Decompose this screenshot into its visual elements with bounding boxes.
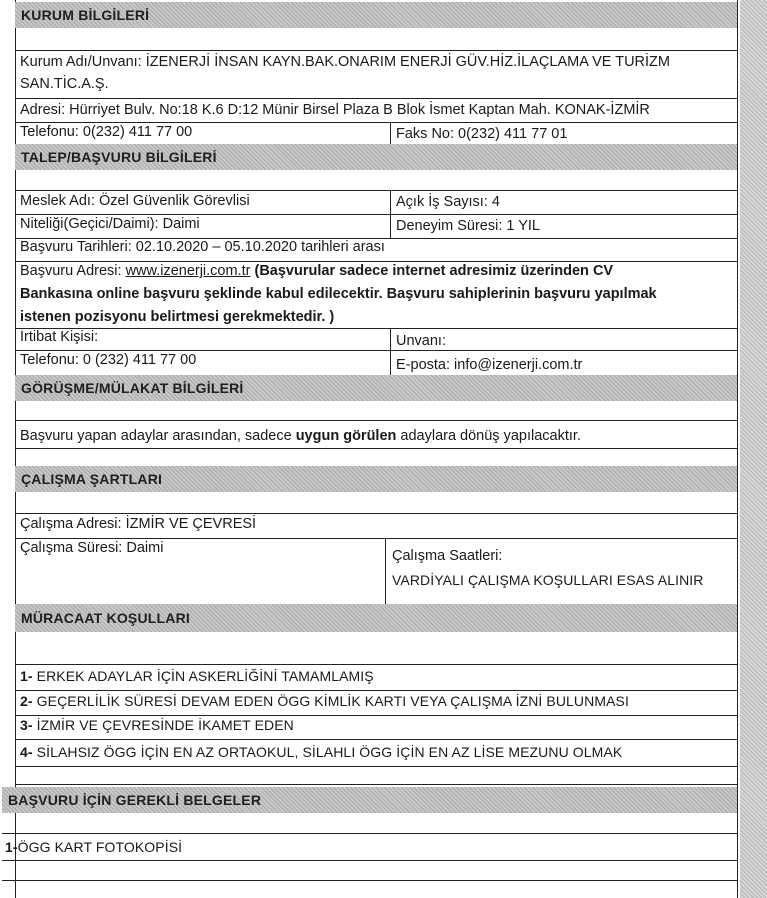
- divider: [15, 328, 737, 329]
- divider: [15, 766, 737, 767]
- talep-adres-line3: istenen pozisyonu belirtmesi gerekmektedir. ): [20, 309, 335, 325]
- item-number: 1-: [5, 839, 18, 855]
- talep-meslek: Meslek Adı: Özel Güvenlik Görevlisi: [20, 193, 250, 209]
- divider: [15, 420, 737, 421]
- item-text: ÖGG KART FOTOKOPİSİ: [17, 839, 183, 855]
- divider: [15, 664, 737, 665]
- divider: [15, 538, 737, 539]
- belgeler-item-1: [5, 839, 182, 855]
- item-text: ERKEK ADAYLAR İÇİN ASKERLİĞİNİ TAMAMLAMIŞ: [32, 668, 374, 684]
- section-header-gorusme: GÖRÜŞME/MÜLAKAT BİLGİLERİ: [15, 375, 737, 401]
- divider: [15, 50, 737, 51]
- talep-tarih: Başvuru Tarihleri: 02.10.2020 – 05.10.2020 tarihleri arası: [20, 239, 385, 255]
- divider: [15, 448, 737, 449]
- talep-unvani: Unvanı:: [396, 333, 446, 349]
- talep-deneyim: Deneyim Süresi: 1 YIL: [396, 218, 540, 234]
- muracaat-item-2: [20, 693, 629, 709]
- talep-telefon: Telefonu: 0 (232) 411 77 00: [20, 352, 197, 368]
- right-border-line: [737, 0, 738, 898]
- divider: [15, 190, 737, 191]
- divider: [15, 513, 737, 514]
- calisma-saatler-label: Çalışma Saatleri:: [392, 548, 503, 564]
- divider: [15, 715, 737, 716]
- gorusme-text: [20, 428, 581, 444]
- kurum-faks: Faks No: 0(232) 411 77 01: [396, 126, 568, 142]
- section-header-talep: TALEP/BAŞVURU BİLGİLERİ: [15, 144, 737, 170]
- item-text: İZMİR VE ÇEVRESİNDE İKAMET EDEN: [32, 717, 294, 733]
- talep-irtibat: İrtibat Kişisi:: [20, 329, 99, 345]
- talep-eposta: E-posta: info@izenerji.com.tr: [396, 357, 583, 373]
- divider: [2, 833, 737, 834]
- divider: [2, 880, 737, 881]
- website-link[interactable]: www.izenerji.com.tr: [125, 263, 251, 279]
- talep-niteligi: Niteliği(Geçici/Daimi): Daimi: [20, 216, 200, 232]
- muracaat-item-4: [20, 744, 622, 760]
- item-number: 1-: [20, 668, 33, 684]
- talep-adres-line1: [20, 263, 613, 279]
- section-header-belgeler: BAŞVURU İÇİN GEREKLİ BELGELER: [2, 787, 737, 813]
- talep-adres-line2: Bankasına online başvuru şeklinde kabul edilecektir. Başvuru sahiplerinin başvuru yapılmak: [20, 286, 657, 302]
- divider: [15, 739, 737, 740]
- scan-edge: [740, 0, 767, 898]
- item-number: 2-: [20, 693, 33, 709]
- left-border-line: [15, 0, 16, 898]
- kurum-adi-line2: SAN.TİC.A.Ş.: [20, 76, 109, 92]
- item-number: 3-: [20, 717, 33, 733]
- basvuru-note-1: (Başvurular sadece internet adresimiz üzerinden CV: [250, 263, 614, 279]
- divider: [15, 690, 737, 691]
- divider: [15, 122, 737, 123]
- section-header-calisma: ÇALIŞMA ŞARTLARI: [15, 466, 737, 492]
- kurum-telefon: Telefonu: 0(232) 411 77 00: [20, 124, 193, 140]
- column-divider: [385, 538, 386, 604]
- talep-acik-is: Açık İş Sayısı: 4: [396, 194, 500, 210]
- calisma-adres: Çalışma Adresi: İZMİR VE ÇEVRESİ: [20, 516, 257, 532]
- kurum-adres: Adresi: Hürriyet Bulv. No:18 K.6 D:12 Münir Birsel Plaza B Blok İsmet Kaptan Mah. KONAK-İZMİR: [20, 102, 650, 118]
- gorusme-text-c: adaylara dönüş yapılacaktır.: [396, 428, 581, 444]
- section-header-muracaat: MÜRACAAT KOŞULLARI: [15, 604, 737, 632]
- item-number: 4-: [20, 744, 33, 760]
- section-header-kurum: KURUM BİLGİLERİ: [15, 2, 737, 28]
- divider: [15, 261, 737, 262]
- divider: [15, 98, 737, 99]
- item-text: GEÇERLİLİK SÜRESİ DEVAM EDEN ÖGG KİMLİK KARTI VEYA ÇALIŞMA İZNİ BULUNMASI: [32, 693, 629, 709]
- divider: [15, 350, 737, 351]
- calisma-sure: Çalışma Süresi: Daimi: [20, 540, 164, 556]
- divider: [2, 860, 737, 861]
- gorusme-text-a: Başvuru yapan adaylar arasından, sadece: [20, 428, 296, 444]
- column-divider: [390, 122, 391, 144]
- kurum-adi-line1: Kurum Adı/Unvanı: İZENERJİ İNSAN KAYN.BAK.ONARIM ENERJİ GÜV.HİZ.İLAÇLAMA VE TURİZM: [20, 54, 670, 70]
- divider: [15, 214, 737, 215]
- column-divider: [390, 328, 391, 376]
- divider: [15, 784, 737, 785]
- muracaat-item-1: [20, 668, 374, 684]
- calisma-saatler-value: VARDİYALI ÇALIŞMA KOŞULLARI ESAS ALINIR: [392, 572, 704, 588]
- muracaat-item-3: [20, 717, 294, 733]
- gorusme-text-bold: uygun görülen: [295, 428, 397, 444]
- item-text: SİLAHSIZ ÖGG İÇİN EN AZ ORTAOKUL, SİLAHLI ÖGG İÇİN EN AZ LİSE MEZUNU OLMAK: [32, 744, 623, 760]
- basvuru-adres-label: Başvuru Adresi:: [20, 263, 126, 279]
